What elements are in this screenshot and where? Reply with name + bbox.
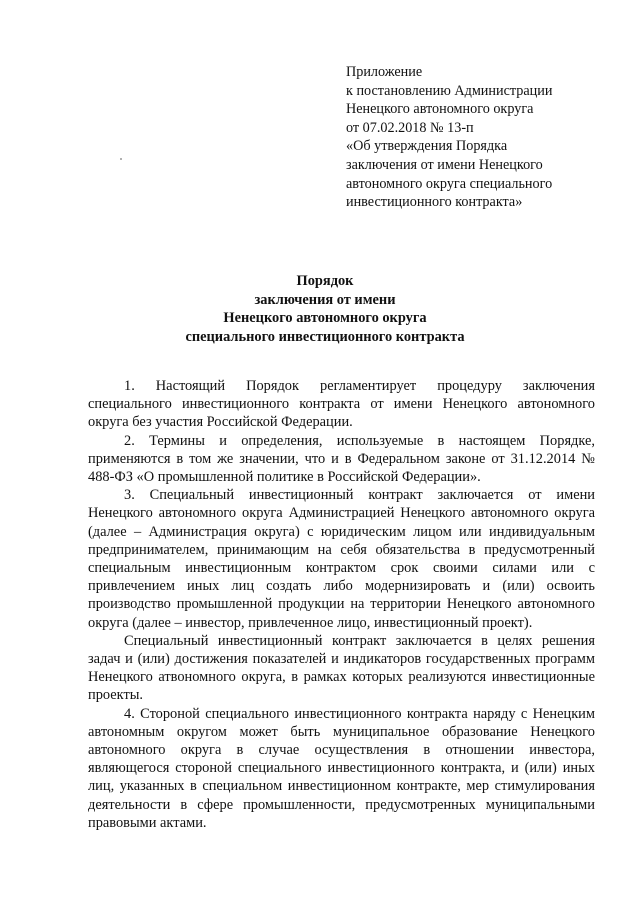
title-line: специального инвестиционного контракта bbox=[185, 328, 465, 345]
appendix-line: «Об утверждения Порядка bbox=[346, 138, 508, 155]
appendix-line: автономного округа специального bbox=[346, 175, 553, 192]
paragraph-1: 1. Настоящий Порядок регламентирует процедуру заключения специального инвестиционного контракта от имени Ненецкого автономного округа без участия Российской Федерации. bbox=[88, 378, 595, 431]
paragraph-3-cont: Специальный инвестиционный контракт заключается в целях решения задач и (или) достижения показателей и индикаторов государственных программ Ненецкого атвономного округа, в рамках которых реализуются инвестиционные проекты. bbox=[88, 632, 595, 704]
document-title bbox=[90, 272, 560, 346]
title-line: Порядок bbox=[296, 273, 354, 289]
appendix-header bbox=[346, 63, 616, 212]
appendix-line: инвестиционного контракта» bbox=[346, 194, 523, 211]
paragraph-3: 3. Специальный инвестиционный контракт заключается от имени Ненецкого автономного округа Администрацией Ненецкого автономного округа (далее – Администрация округа) с юридическим лицом или индивидуальным предпринимателем, принимающим на себя обязательства в предусмотренный специальным инвестиционным контрактом срок своими силами или с привлечением иных лиц создать либо модернизировать и (или) освоить производство промышленной продукции на территории Ненецкого автономного округа (далее – инвестор, привлеченное лицо, инвестиционный проект). bbox=[88, 487, 595, 631]
document-body bbox=[88, 377, 595, 832]
appendix-line: от 07.02.2018 № 13-п bbox=[346, 119, 474, 136]
appendix-line: Ненецкого автономного округа bbox=[346, 101, 534, 118]
appendix-line: Приложение bbox=[346, 64, 423, 80]
paragraph-2: 2. Термины и определения, используемые в настоящем Порядке, применяются в том же значении, что и в Федеральном законе от 31.12.2014 № 488-ФЗ «О промышленной политике в Российской Федерации». bbox=[88, 432, 595, 486]
appendix-line: к постановлению Администрации bbox=[346, 82, 553, 99]
paragraph-4: 4. Стороной специального инвестиционного контракта наряду с Ненецким автономным округом может быть муниципальное образование Ненецкого автономного округа в случае осуществления в отношении инвестора, являющегося стороной специального инвестиционного контракта, и (или) иных лиц, указанных в специальном инвестиционном контракте, мер стимулирования деятельности в сфере промышленности, предусмотренных муниципальными правовыми актами. bbox=[88, 705, 595, 831]
title-line: Ненецкого автономного округа bbox=[223, 310, 427, 327]
scan-speck bbox=[120, 158, 122, 160]
title-line: заключения от имени bbox=[254, 291, 396, 308]
appendix-line: заключения от имени Ненецкого bbox=[346, 156, 543, 173]
